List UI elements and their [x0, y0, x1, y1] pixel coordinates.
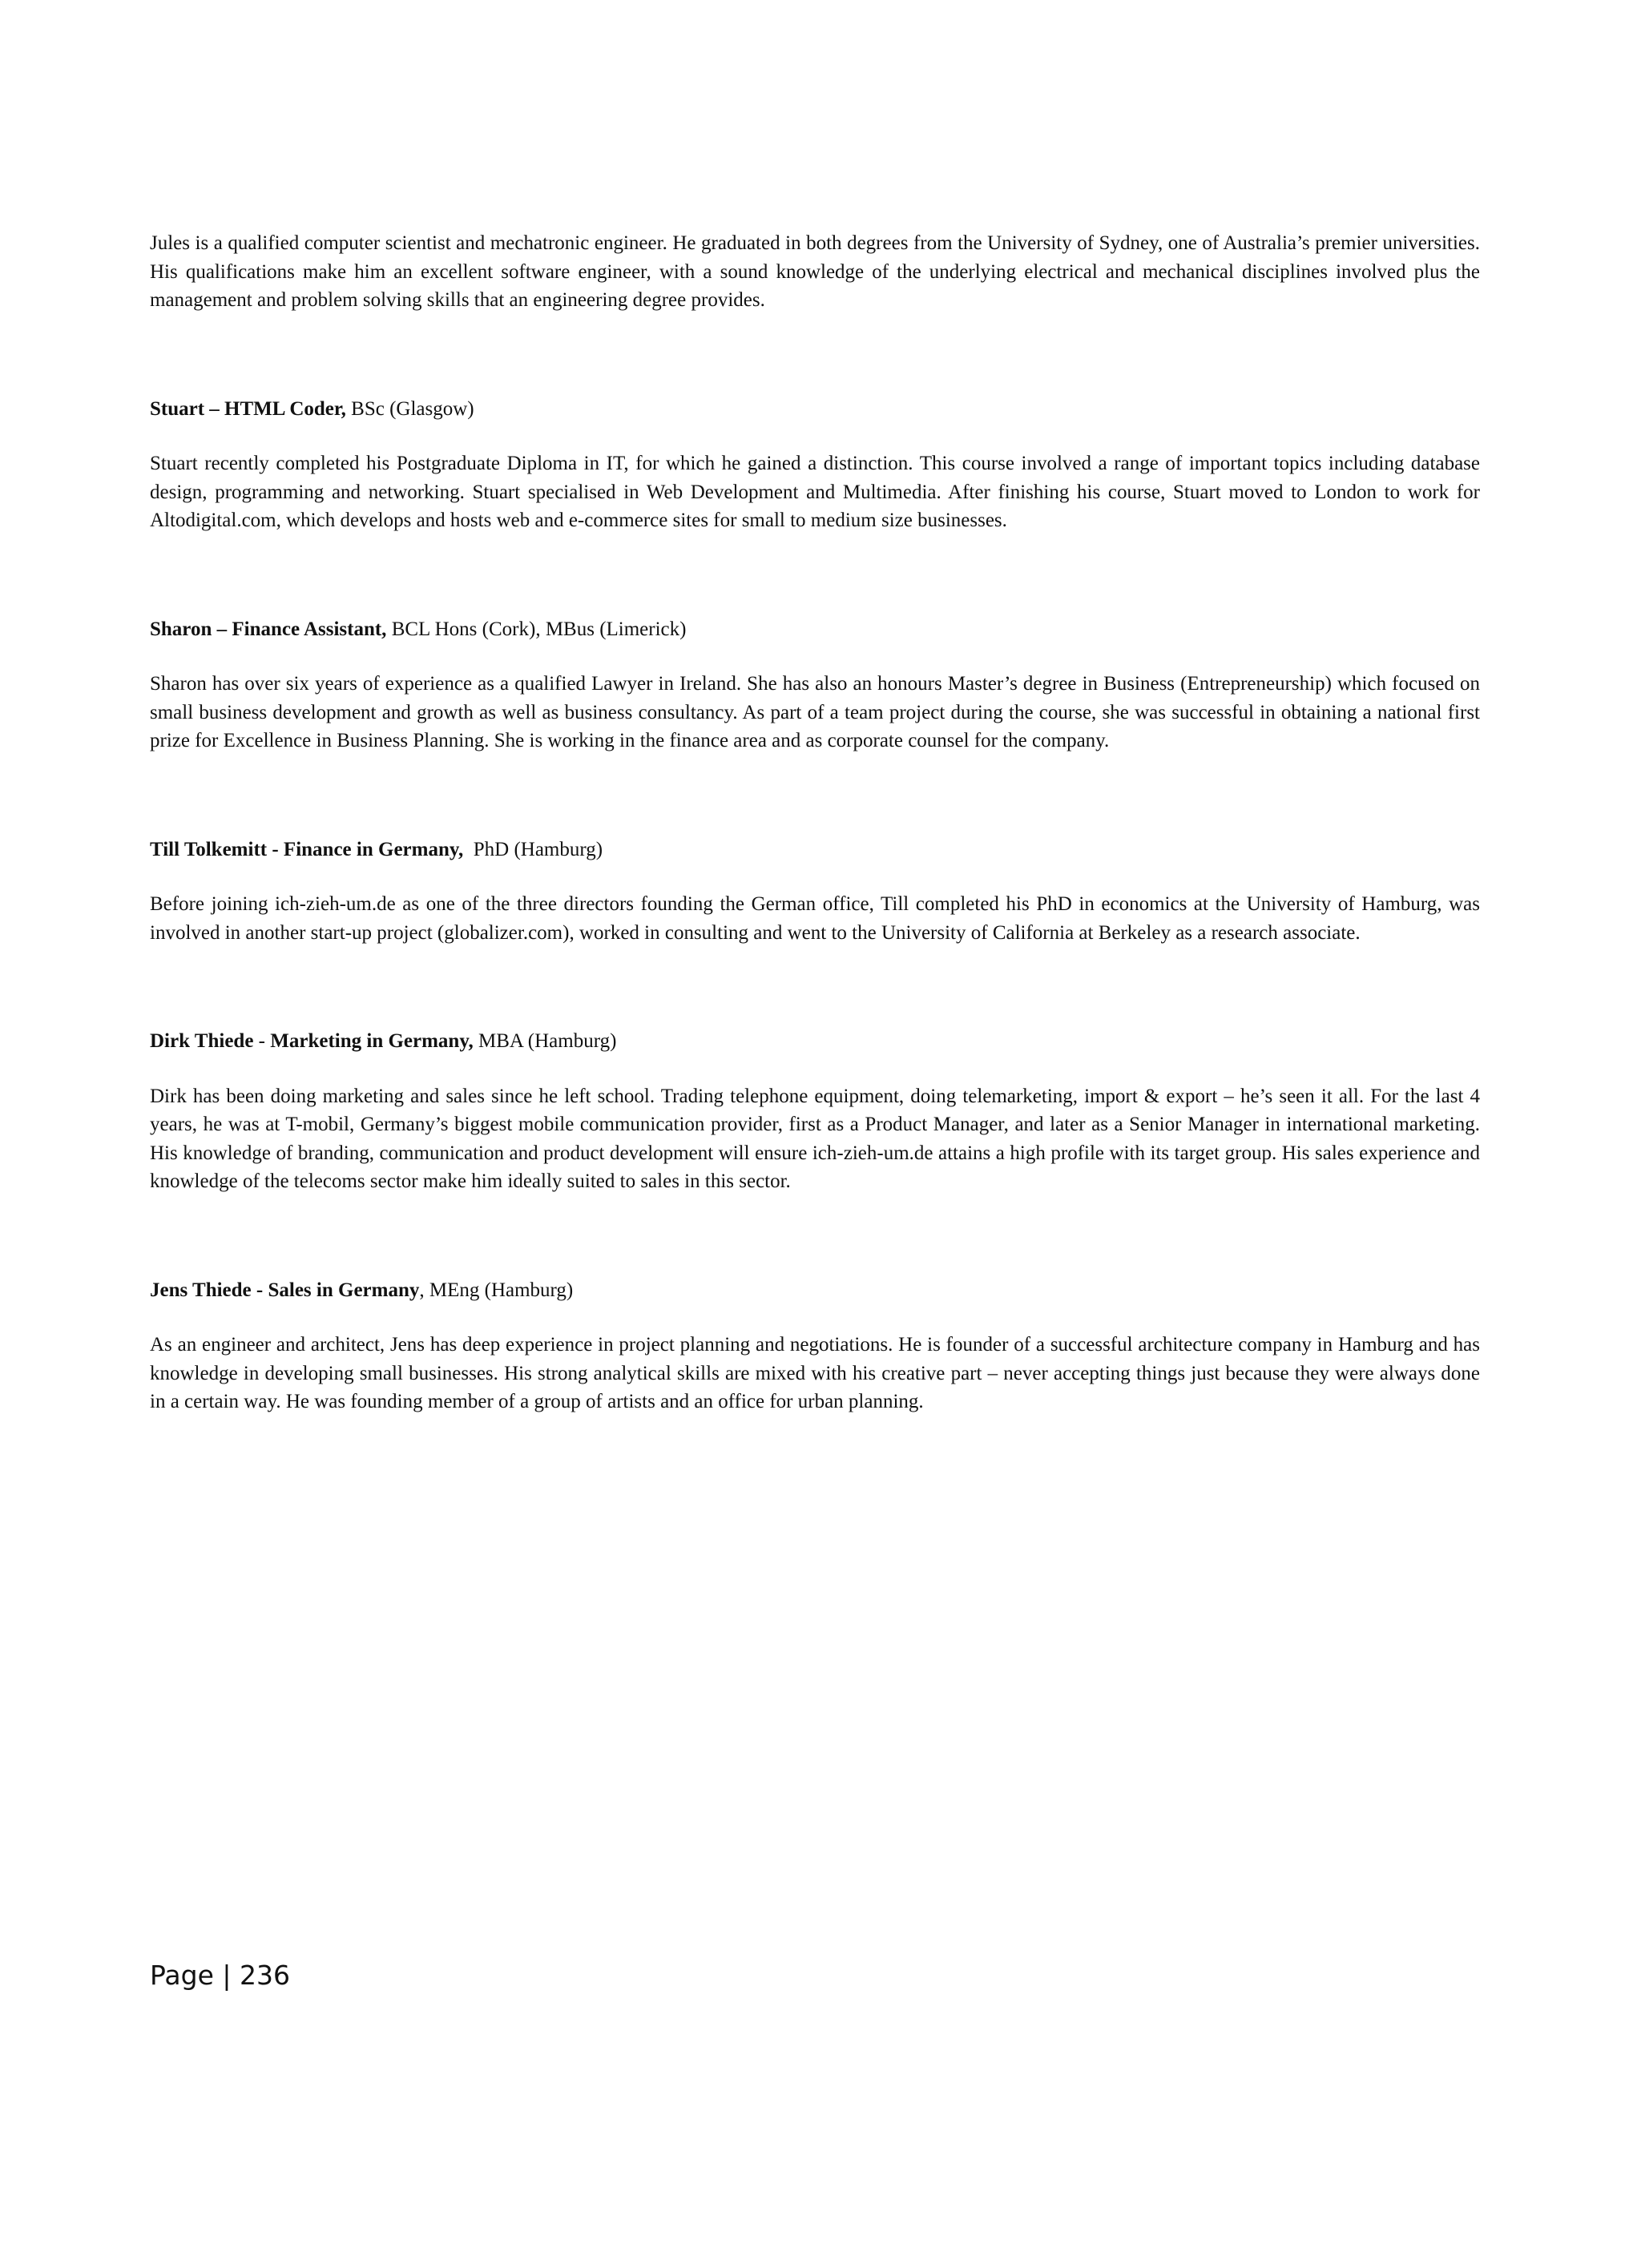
document-body — [150, 229, 1480, 1416]
profile-qualifications: BSc (Glasgow) — [345, 397, 474, 420]
profile-jens — [150, 1276, 1480, 1416]
profile-name-role: Stuart – HTML Coder, — [150, 397, 346, 420]
profile-heading — [150, 615, 1480, 644]
profile-sharon — [150, 615, 1480, 755]
profile-name-role: Till Tolkemitt - Finance in Germany, — [150, 838, 464, 860]
profile-qualifications: PhD (Hamburg) — [463, 838, 603, 860]
profile-name-role: Sharon – Finance Assistant, — [150, 618, 387, 640]
profile-separator: - — [253, 1030, 271, 1052]
profile-heading — [150, 1027, 1480, 1056]
intro-paragraph: Jules is a qualified computer scientist and mechatronic engineer. He graduated in both degrees from the University of Sydney, one of Australia’s premier universities. His qualifications make him an excellent software engineer, with a sound knowledge of the underlying electrical and mechanical disciplines involved plus the management and problem solving skills that an engineering degree provides. — [150, 232, 1480, 311]
profile-bio: As an engineer and architect, Jens has deep experience in project planning and negotiations. He is founder of a successful architecture company in Hamburg and has knowledge in developing small businesses. His strong analytical skills are mixed with his creative part – never accepting things just because they were always done in a certain way. He was founding member of a group of artists and an office for urban planning. — [150, 1334, 1480, 1412]
profile-heading — [150, 1276, 1480, 1305]
profile-heading — [150, 395, 1480, 424]
profile-qualifications: BCL Hons (Cork), MBus (Limerick) — [386, 618, 687, 640]
page-number-footer: Page | 236 — [150, 1960, 290, 1991]
profile-bio: Stuart recently completed his Postgraduate Diploma in IT, for which he gained a distinction. This course involved a range of important topics including database design, programming and networking. Stuart specialised in Web Development and Multimedia. After finishing his course, Stuart moved to London to work for Altodigital.com, which develops and hosts web and e-commerce sites for small to medium size businesses. — [150, 453, 1480, 531]
profile-name-role: Jens Thiede - Sales in Germany — [150, 1279, 420, 1301]
profile-name: Dirk Thiede — [150, 1030, 254, 1052]
profile-heading — [150, 836, 1480, 864]
profile-qualifications: , MEng (Hamburg) — [419, 1279, 574, 1301]
profile-bio: Before joining ich-zieh-um.de as one of the three directors founding the German office, Till completed his PhD in economics at the University of Hamburg, was involved in another start-up project (globalizer.com), worked in consulting and went to the University of California at Berkeley as a research associate. — [150, 893, 1480, 944]
profile-qualifications: MBA (Hamburg) — [473, 1030, 617, 1052]
profile-stuart — [150, 395, 1480, 535]
profile-dirk — [150, 1027, 1480, 1196]
profile-role: Marketing in Germany, — [270, 1030, 474, 1052]
profile-bio: Sharon has over six years of experience as a qualified Lawyer in Ireland. She has also an honours Master’s degree in Business (Entrepreneurship) which focused on small business development and growth as well as business consultancy. As part of a team project during the course, she was successful in obtaining a national first prize for Excellence in Business Planning. She is working in the finance area and as corporate counsel for the company. — [150, 673, 1480, 751]
profile-till — [150, 836, 1480, 948]
profile-bio: Dirk has been doing marketing and sales since he left school. Trading telephone equipment, doing telemarketing, import & export – he’s seen it all. For the last 4 years, he was at T-mobil, Germany’s biggest mobile communication provider, first as a Product Manager, and later as a Senior Manager in international marketing. His knowledge of branding, communication and product development will ensure ich-zieh-um.de attains a high profile with its target group. His sales experience and knowledge of the telecoms sector make him ideally suited to sales in this sector. — [150, 1085, 1480, 1192]
